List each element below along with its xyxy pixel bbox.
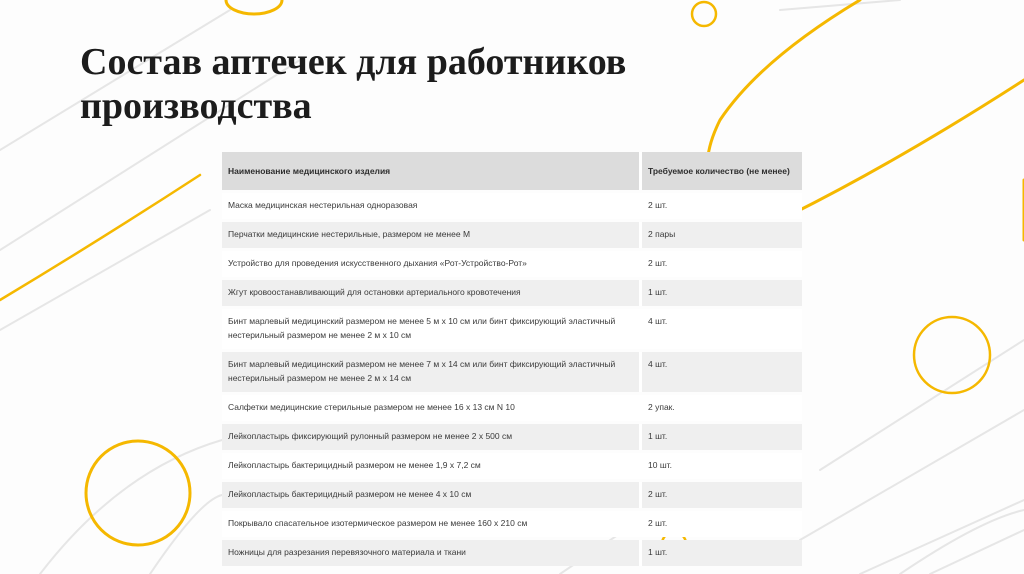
item-quantity: 1 шт. [642,424,802,450]
column-header-name: Наименование медицинского изделия [222,152,642,190]
table-row [222,352,802,392]
table-row [222,424,802,450]
table-row [222,222,802,248]
item-quantity: 4 шт. [642,309,802,349]
slide-title: Состав аптечек для работников производства [80,41,627,127]
item-quantity: 1 шт. [642,280,802,306]
item-quantity: 1 шт. [642,540,802,566]
item-name: Бинт марлевый медицинский размером не менее 5 м х 10 см или бинт фиксирующий эластичный нестерильный размером не менее 2 м х 10 см [222,309,642,349]
composition-table [222,149,802,569]
item-name: Лейкопластырь фиксирующий рулонный размером не менее 2 х 500 см [222,424,642,450]
table-row [222,453,802,479]
table-row [222,193,802,219]
table-row [222,395,802,421]
column-header-quantity: Требуемое количество (не менее) [642,152,802,190]
item-quantity: 2 шт. [642,482,802,508]
table-row [222,511,802,537]
item-quantity: 2 шт. [642,193,802,219]
item-name: Перчатки медицинские нестерильные, размером не менее M [222,222,642,248]
item-quantity: 2 упак. [642,395,802,421]
item-name: Ножницы для разрезания перевязочного материала и ткани [222,540,642,566]
item-quantity: 2 шт. [642,251,802,277]
table-row [222,482,802,508]
table-row [222,540,802,566]
item-name: Покрывало спасательное изотермическое размером не менее 160 х 210 см [222,511,642,537]
item-name: Лейкопластырь бактерицидный размером не менее 4 х 10 см [222,482,642,508]
table-header-row [222,152,802,190]
item-name: Устройство для проведения искусственного дыхания «Рот-Устройство-Рот» [222,251,642,277]
item-quantity: 10 шт. [642,453,802,479]
item-name: Лейкопластырь бактерицидный размером не менее 1,9 х 7,2 см [222,453,642,479]
first-aid-kit-table [222,149,802,569]
item-quantity: 2 пары [642,222,802,248]
item-name: Жгут кровоостанавливающий для остановки артериального кровотечения [222,280,642,306]
item-quantity: 4 шт. [642,352,802,392]
item-quantity: 2 шт. [642,511,802,537]
item-name: Салфетки медицинские стерильные размером не менее 16 х 13 см N 10 [222,395,642,421]
table-row [222,251,802,277]
table-row [222,309,802,349]
item-name: Бинт марлевый медицинский размером не менее 7 м х 14 см или бинт фиксирующий эластичный нестерильный размером не менее 2 м х 14 см [222,352,642,392]
table-row [222,280,802,306]
item-name: Маска медицинская нестерильная одноразовая [222,193,642,219]
